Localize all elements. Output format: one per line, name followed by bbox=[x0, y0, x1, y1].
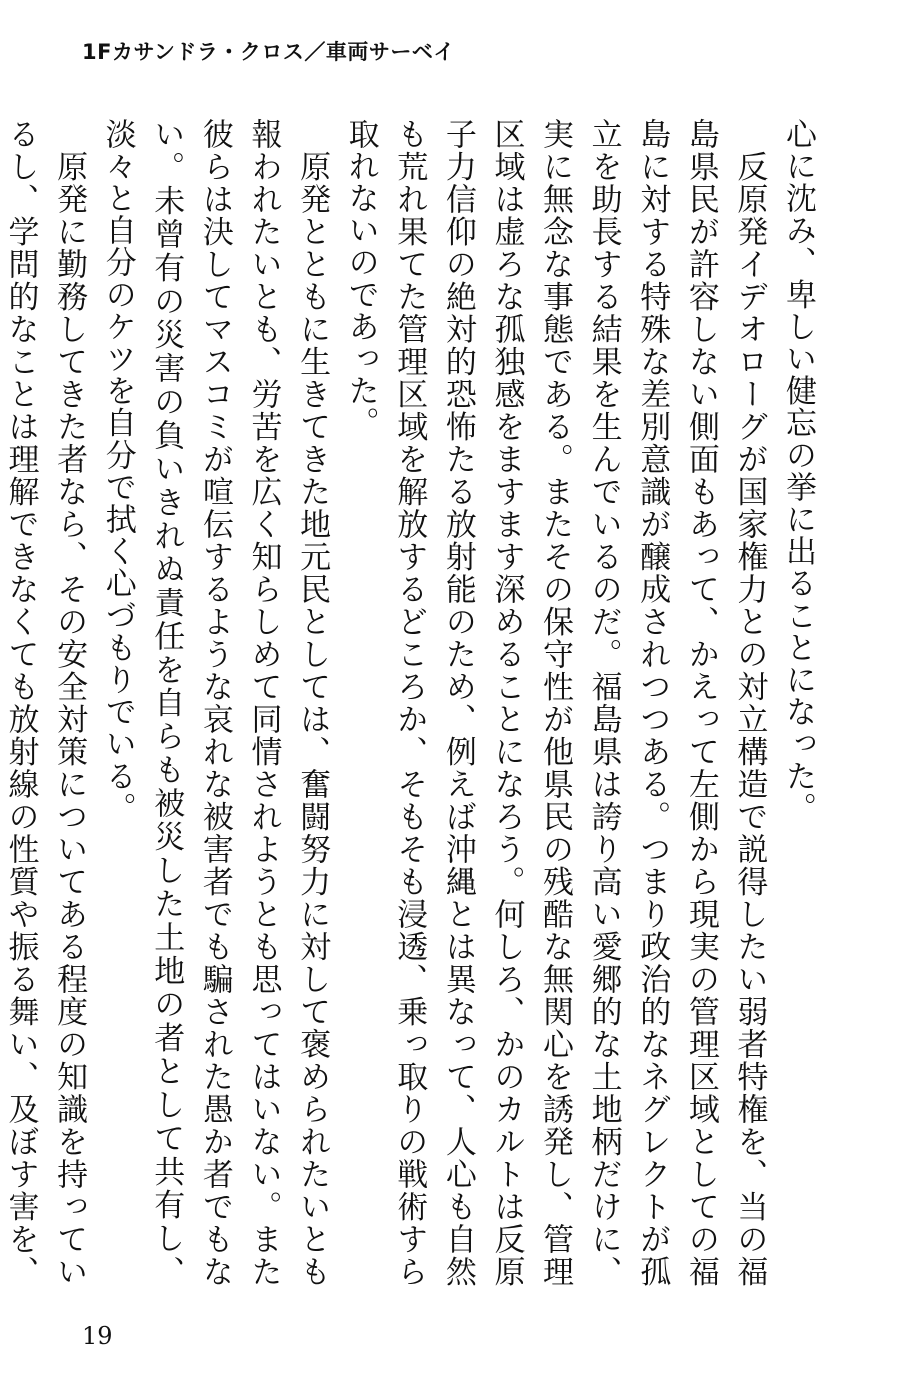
paragraph-4: 原発に勤務してきた者なら、その安全対策についてある程度の知識を持っているし、学問的なことは理解できなくても放射線の性質や振る舞い、及ぼす害を、 bbox=[2, 118, 88, 1288]
paragraph-1: 心に沈み、卑しい健忘の挙に出ることになった。 bbox=[780, 118, 816, 825]
paragraph-2: 反原発イデオローグが国家権力との対立構造で説得したい弱者特権を、当の福島県民が許容しない側面もあって、かえって左側から現実の管理区域としての福島に対する特殊な差別意識が醸成されつつある。つまり政治的なネグレクトが孤立を助長する結果を生んでいるのだ。福島県は誇り高い愛郷的な土地柄だけに、実に無念な事態である。またその保守性が他県民の残酷な無関心を誘発し、管理区域は虚ろな孤独感をますます深めることになろう。何しろ、かのカルトは反原子力信仰の絶対的恐怖たる放射能のため、例えば沖縄とは異なって、人心も自然も荒れ果てた管理区域を解放するどころか、そもそも浸透、乗っ取りの戦術すら取れないのであった。 bbox=[342, 118, 768, 1288]
page-number: 19 bbox=[82, 1322, 113, 1350]
paragraph-3: 原発とともに生きてきた地元民としては、奮闘努力に対して褒められたいとも報われたいとも、労苦を広く知らしめて同情されようとも思ってはいない。また彼らは決してマスコミが喧伝するような哀れな被害者でも騙された愚か者でもない。未曾有の災害の負いきれぬ責任を自らも被災した土地の者として共有し、淡々と自分のケツを自分で拭く心づもりでいる。 bbox=[99, 118, 331, 1288]
body-text bbox=[2, 118, 822, 1288]
running-title: 1Fカサンドラ・クロス／車両サーベイ bbox=[82, 40, 455, 64]
